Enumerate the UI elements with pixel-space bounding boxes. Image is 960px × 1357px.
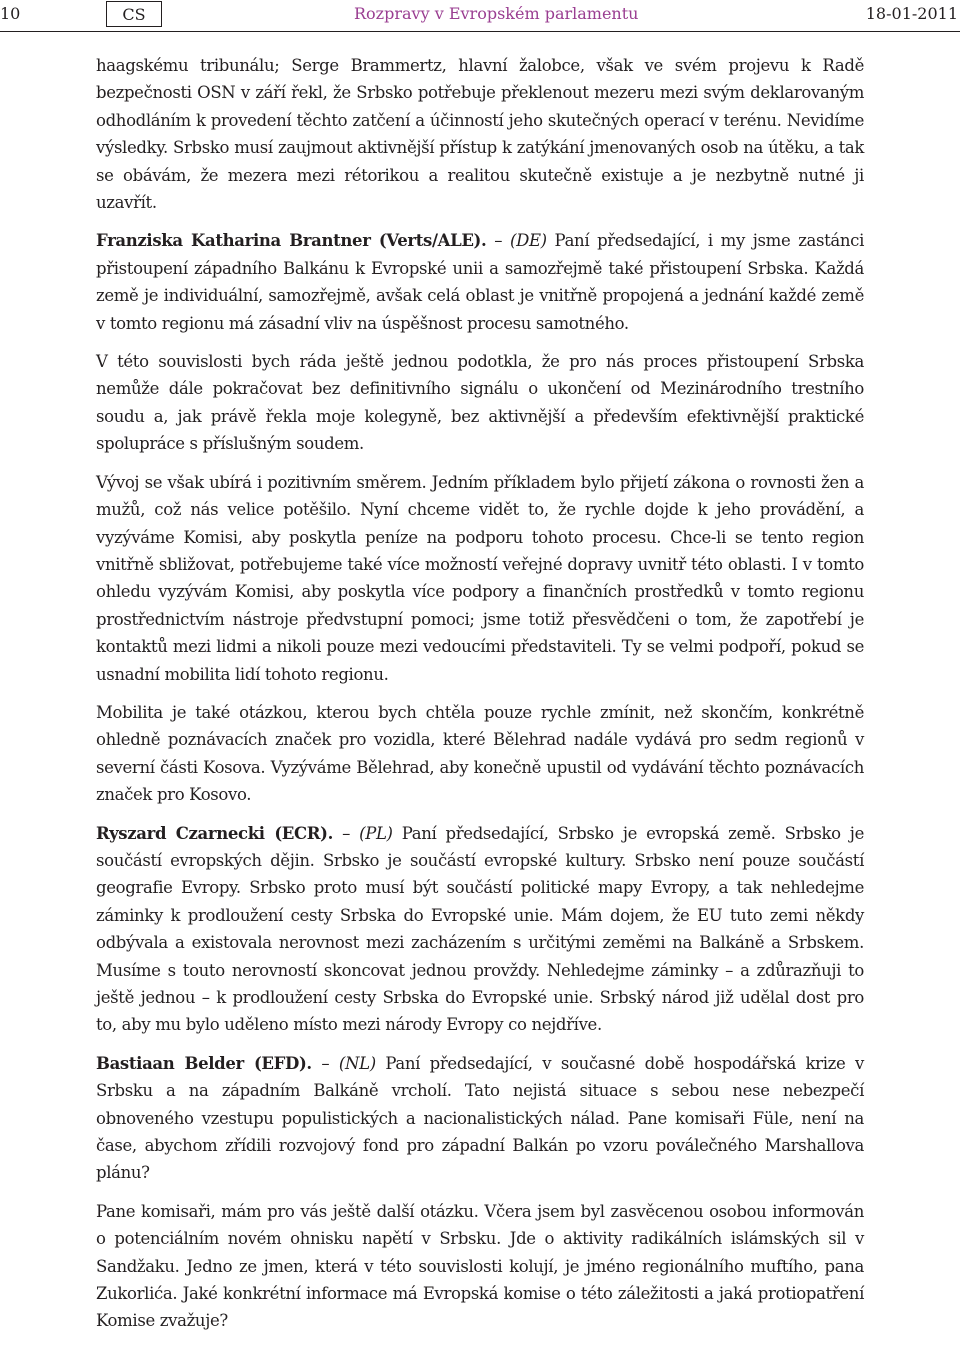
speech-paragraph xyxy=(96,227,864,337)
paragraph-text: Pane komisaři, mám pro vás ještě další otázku. Včera jsem byl zasvěcenou osobou informován o potenciálním novém ohnisku napětí v Srbsku. Jde o aktivity radikálních islámských sil v Sandžaku. Jedno ze jmen, která v této souvislosti kolují, je jméno regionálního muftího, pana Zukorlića. Jaké konkrétní informace má Evropská komise o této záležitosti a jaká protiopatření Komise zvažuje? xyxy=(96,1201,864,1331)
speaker-name: Bastiaan Belder (EFD). xyxy=(96,1053,312,1073)
paragraph-text: haagskému tribunálu; Serge Brammertz, hlavní žalobce, však ve svém projevu k Radě bezpečnosti OSN v září řekl, že Srbsko potřebuje překlenout mezeru mezi svým deklarovaným odhodláním k provedení těchto zatčení a účinností jeho skutečných operací v terénu. Nevidíme výsledky. Srbsko musí zaujmout aktivnější přístup k zatýkání jmenovaných osob na útěku, a tak se obávám, že mezera mezi rétorikou a realitou skutečně existuje a je nezbytně nutné ji uzavřít. xyxy=(96,56,864,213)
speech-paragraph xyxy=(96,820,864,1039)
paragraph-text: Mobilita je také otázkou, kterou bych chtěla pouze rychle zmínit, než skončím, konkrétně ohledně poznávacích značek pro vozidla, které Bělehrad nadále vydává pro sedm regionů v severní části Kosova. Vyzýváme Bělehrad, aby konečně upustil od vydávání těchto poznávacích značek pro Kosovo. xyxy=(96,702,864,805)
speech-language: (PL) xyxy=(359,823,393,843)
document-date: 18-01-2011 xyxy=(865,4,958,23)
paragraph-text: Vývoj se však ubírá i pozitivním směrem. Jedním příkladem bylo přijetí zákona o rovnosti žen a mužů, což nás velice potěšilo. Nyní chceme vidět to, že rychle dojde k jeho provádění, a vyzýváme Komisi, aby poskytla peníze na podporu tohoto procesu. Chce-li se tento region vnitřně sbližovat, potřebujeme také více možností veřejné dopravy uvnitř této oblasti. I v tomto ohledu vyzývám Komisi, aby poskytla více podpory a finančních prostředků v tomto regionu prostřednictvím nástroje předvstupní pomoci; jsme totiž přesvědčeni o tom, že zapotřebí je kontaktů mezi lidmi a nikoli pouze mezi vedoucími představiteli. Ty se velmi podpoří, pokud se usnadní mobilita lidí tohoto regionu. xyxy=(96,472,864,684)
speech-language: (DE) xyxy=(509,231,547,251)
speech-paragraph xyxy=(96,1050,864,1187)
language-badge: CS xyxy=(106,1,162,27)
document-body xyxy=(96,52,864,1346)
paragraph xyxy=(96,348,864,458)
speaker-name: Ryszard Czarnecki (ECR). xyxy=(96,823,333,843)
paragraph-text: V této souvislosti bych ráda ještě jednou podotkla, že pro nás proces přistoupení Srbska nemůže dále pokračovat bez definitivního signálu o ukončení od Mezinárodního trestního soudu a, jak právě řekla moje kolegyně, bez aktivnější a především efektivnější praktické spolupráce s příslušným soudem. xyxy=(96,352,864,454)
paragraph-text: Paní předsedající, i my jsme zastánci přistoupení západního Balkánu k Evropské unii a samozřejmě také přistoupení Srbska. Každá země je individuální, samozřejmě, avšak celá oblast je vnitřně propojená a jednání každé země v tomto regionu má zásadní vliv na úspěšnost procesu samotného. xyxy=(96,231,865,333)
paragraph-text: Paní předsedající, Srbsko je evropská země. Srbsko je součástí evropských dějin. Srbsko je součástí evropské kultury. Srbsko není pouze součástí geografie Evropy. Srbsko proto musí být součástí politické mapy Evropy, a tak nehledejme záminky k prodloužení cesty Srbska do Evropské unie. Mám dojem, že EU tuto zemi někdy odbývala a existovala nerovnost mezi zacházením s určitými zeměmi na Balkáně a Srbskem. Musíme s touto nerovností skoncovat jednou provždy. Nehledejme záminky – a zdůrazňuji to ještě jednou – k prodloužení cesty Srbska do Evropské unie. Srbský národ již udělal dost pro to, aby mu bylo uděleno místo mezi národy Evropy co nejdříve. xyxy=(96,823,864,1035)
dash-separator: – xyxy=(486,231,510,251)
page-header xyxy=(0,0,960,32)
speech-language: (NL) xyxy=(338,1053,376,1073)
paragraph xyxy=(96,699,864,809)
dash-separator: – xyxy=(333,823,360,843)
document-title: Rozpravy v Evropském parlamentu xyxy=(354,4,639,23)
dash-separator: – xyxy=(311,1053,339,1073)
paragraph xyxy=(96,1198,864,1335)
speaker-name: Franziska Katharina Brantner (Verts/ALE). xyxy=(96,231,487,251)
paragraph-text: Paní předsedající, v současné době hospodářská krize v Srbsku a na západním Balkáně vrcholí. Tato nejistá situace s sebou nese nebezpečí obnoveného vzestupu populistických a nacionalistických nálad. Pane komisaři Füle, není na čase, abychom zřídili rozvojový fond pro západní Balkán po vzoru poválečného Marshallova plánu? xyxy=(96,1053,864,1183)
paragraph xyxy=(96,52,864,216)
page-number: 10 xyxy=(0,4,21,23)
paragraph xyxy=(96,469,864,688)
